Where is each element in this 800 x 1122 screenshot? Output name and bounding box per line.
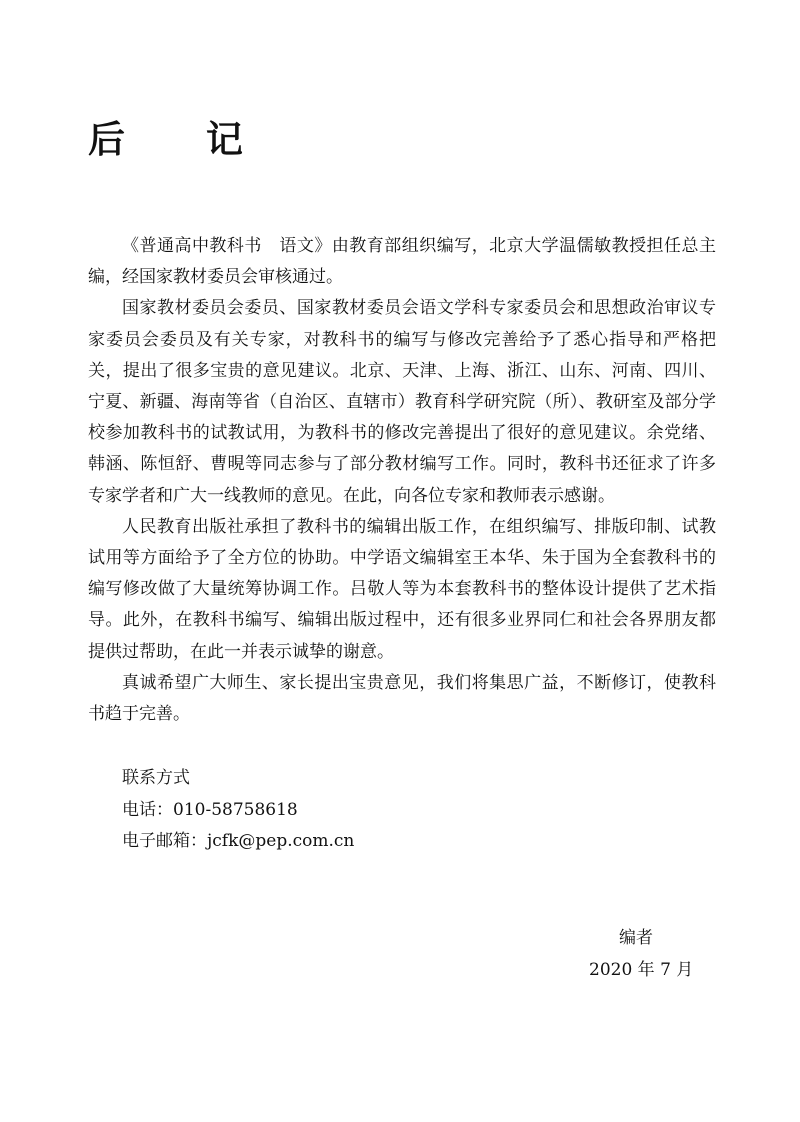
contact-heading: 联系方式 [122,768,190,788]
paragraph-2: 国家教材委员会委员、国家教材委员会语文学科专家委员会和思想政治审议专家委员会委员及有关专家，对教科书的编写与修改完善给予了悉心指导和严格把关，提出了很多宝贵的意见建议。北京、天津、上海、浙江、山东、河南、四川、宁夏、新疆、海南等省（自治区、直辖市）教育科学研究院（所）、教研室及部分学校参加教科书的试教试用，为教科书的修改完善提出了很好的意见建议。余党绪、韩涵、陈恒舒、曹晛等同志参与了部分教材编写工作。同时，教科书还征求了许多专家学者和广大一线教师的意见。在此，向各位专家和教师表示感谢。 [88,298,716,506]
editor-signature: 编者 [619,928,653,948]
paragraph-1: 《普通高中教科书 语文》由教育部组织编写，北京大学温儒敏教授担任总主编，经国家教材委员会审核通过。 [88,236,716,288]
publication-date: 2020 年 7 月 [589,960,694,980]
page-title: 后 记 [88,117,277,161]
afterword-body [88,231,716,730]
paragraph-4: 真诚希望广大师生、家长提出宝贵意见，我们将集思广益，不断修订，使教科书趋于完善。 [88,672,716,725]
contact-phone: 电话：010-58758618 [122,799,298,820]
signature-block [589,922,739,986]
contact-information [122,763,542,858]
paragraph-3: 人民教育出版社承担了教科书的编辑出版工作，在组织编写、排版印制、试教试用等方面给予了全方位的协助。中学语文编辑室王本华、朱于国为全套教科书的编写修改做了大量统筹协调工作。吕敬人等为本套教科书的整体设计提供了艺术指导。此外，在教科书编写、编辑出版过程中，还有很多业界同仁和社会各界朋友都提供过帮助，在此一并表示诚挚的谢意。 [88,516,716,662]
contact-email: 电子邮箱：jcfk@pep.com.cn [122,831,355,851]
